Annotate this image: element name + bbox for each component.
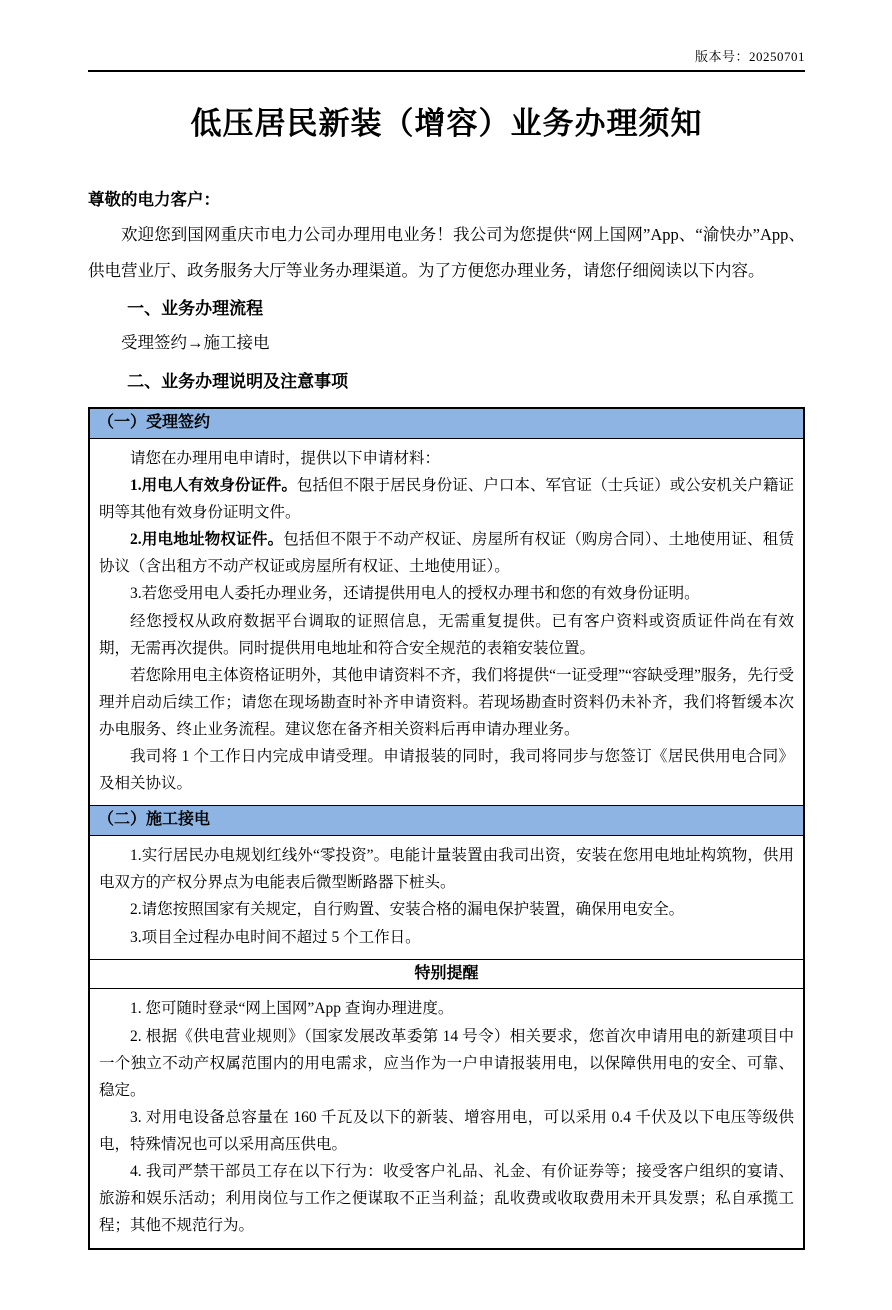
paragraph-text: 若您除用电主体资格证明外，其他申请资料不齐，我们将提供“一证受理”“容缺受理”服务，先行受理并启动后续工作；请您在现场勘查时补齐申请资料。若现场勘查时资料仍未补齐，我们将暂缓本次办电服务、终止业务流程。建议您在备齐相关资料后再申请办理业务。 bbox=[99, 666, 794, 739]
paragraph-text: 3.若您受用电人委托办理业务，还请提供用电人的授权办理书和您的有效身份证明。 bbox=[130, 585, 700, 603]
paragraph bbox=[99, 743, 794, 797]
paragraph-text: 3. 对用电设备总容量在 160 千瓦及以下的新装、增容用电，可以采用 0.4 千伏及以下电压等级供电，特殊情况也可以采用高压供电。 bbox=[99, 1108, 794, 1154]
paragraph-text: 2.请您按照国家有关规定，自行购置、安装合格的漏电保护装置，确保用电安全。 bbox=[130, 901, 685, 919]
paragraph bbox=[99, 842, 794, 896]
paragraph bbox=[99, 1023, 794, 1104]
salutation: 尊敬的电力客户： bbox=[88, 190, 220, 209]
header-rule bbox=[88, 70, 805, 72]
paragraph bbox=[99, 445, 794, 472]
table-section-header-construction: （二）施工接电 bbox=[90, 805, 803, 835]
paragraph bbox=[99, 580, 794, 607]
paragraph bbox=[99, 1104, 794, 1158]
section-heading-flow: 一、业务办理流程 bbox=[127, 299, 264, 319]
paragraph-text: 3.项目全过程办电时间不超过 5 个工作日。 bbox=[130, 928, 421, 946]
notice-table bbox=[88, 407, 805, 1250]
paragraph-text: 请您在办理用电申请时，提供以下申请材料： bbox=[130, 449, 441, 467]
paragraph bbox=[99, 526, 794, 580]
paragraph-bold-lead: 2.用电地址物权证件。 bbox=[130, 531, 284, 549]
table-section-header-acceptance: （一）受理签约 bbox=[90, 409, 803, 438]
paragraph bbox=[99, 662, 794, 743]
table-section-header-reminder: 特别提醒 bbox=[90, 959, 803, 989]
paragraph-text: 1.实行居民办电规划红线外“零投资”。电能计量装置由我司出资，安装在您用电地址构筑物，供用电双方的产权分界点为电能表后微型断路器下桩头。 bbox=[99, 847, 794, 892]
paragraph-text: 我司将 1 个工作日内完成申请受理。申请报装的同时，我司将同步与您签订《居民供用电合同》及相关协议。 bbox=[99, 748, 794, 793]
paragraph-text: 1. 您可随时登录“网上国网”App 查询办理进度。 bbox=[130, 1000, 454, 1018]
paragraph-text: 2. 根据《供电营业规则》（国家发展改革委第 14 号令）相关要求，您首次申请用电的新建项目中一个独立不动产权属范围内的用电需求，应当作为一户申请报装用电，以保障供用电的安全、可靠、稳定。 bbox=[99, 1027, 794, 1099]
intro-paragraph: 欢迎您到国网重庆市电力公司办理用电业务！我公司为您提供“网上国网”App、“渝快办”App、供电营业厅、政务服务大厅等业务办理渠道。为了方便您办理业务，请您仔细阅读以下内容。 bbox=[88, 225, 805, 280]
table-section-body-reminder bbox=[90, 988, 803, 1247]
paragraph bbox=[99, 995, 794, 1022]
paragraph-text: 经您授权从政府数据平台调取的证照信息，无需重复提供。已有客户资料或资质证件尚在有效期，无需再次提供。同时提供用电地址和符合安全规范的表箱安装位置。 bbox=[99, 612, 794, 657]
paragraph bbox=[99, 608, 794, 662]
paragraph bbox=[99, 924, 794, 951]
document-title: 低压居民新装（增容）业务办理须知 bbox=[190, 106, 703, 141]
process-flow: 受理签约→施工接电 bbox=[121, 333, 270, 353]
paragraph-text: 包括但不限于不动产权证、房屋所有权证（购房合同）、土地使用证、租赁协议（含出租方不动产权证或房屋所有权证、土地使用证）。 bbox=[99, 531, 794, 576]
version-label: 版本号：20250701 bbox=[694, 49, 805, 64]
paragraph bbox=[99, 896, 794, 923]
paragraph bbox=[99, 472, 794, 526]
paragraph-text: 包括但不限于居民身份证、户口本、军官证（士兵证）或公安机关户籍证明等其他有效身份证明文件。 bbox=[99, 476, 794, 522]
paragraph bbox=[99, 1158, 794, 1239]
table-section-body-construction bbox=[90, 835, 803, 959]
table-section-body-acceptance bbox=[90, 438, 803, 806]
paragraph-text: 4. 我司严禁干部员工存在以下行为：收受客户礼品、礼金、有价证券等；接受客户组织的宴请、旅游和娱乐活动；利用岗位与工作之便谋取不正当利益；乱收费或收取费用未开具发票；私自承揽工程；其他不规范行为。 bbox=[99, 1163, 794, 1235]
paragraph-bold-lead: 1.用电人有效身份证件。 bbox=[130, 476, 297, 494]
section-heading-notes: 二、业务办理说明及注意事项 bbox=[127, 371, 349, 391]
